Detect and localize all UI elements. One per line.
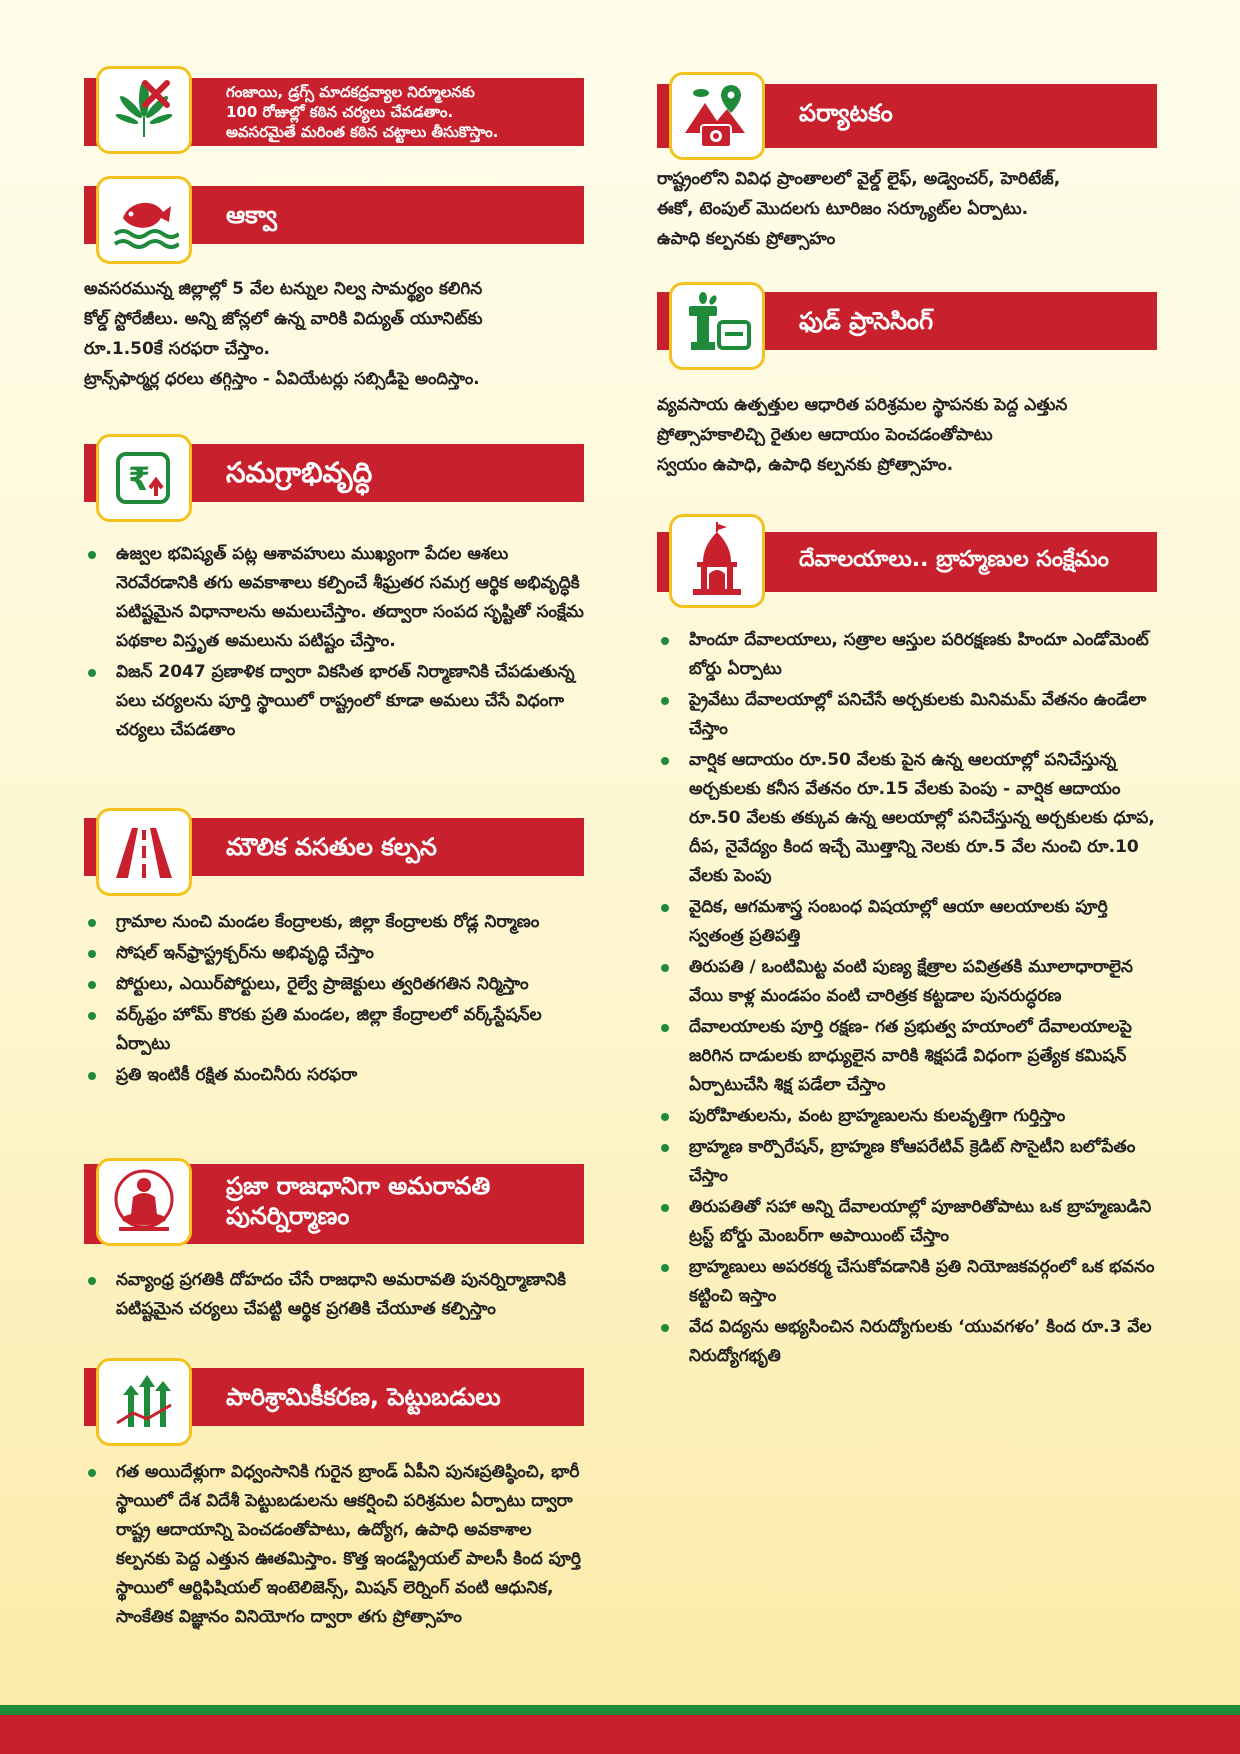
fish-icon: [96, 176, 192, 264]
growth-section: [84, 434, 584, 747]
list-item: ఉజ్వల భవిష్యత్ పట్ల ఆశావహులు ముఖ్యంగా పేదల ఆశలు నెరవేరడానికి తగు అవకాశాలు కల్పించే శీఘ్రతర సమగ్ర ఆర్థిక అభివృద్ధికి పటిష్టమైన విధానాలను అమలుచేస్తాం. తద్వారా సంపద సృష్టితో సంక్షేమ పథకాల విస్తృత అమలును పటిష్టం చేస్తాం.: [84, 540, 584, 656]
tourism-section: [657, 72, 1157, 254]
list-item: తిరుపతి / ఒంటిమిట్ట వంటి పుణ్య క్షేత్రాల పవిత్రతకి మూలాధారాలైన వేయి కాళ్ల మండపం వంటి చారిత్రక కట్టడాల పునరుద్ధరణ: [657, 953, 1157, 1011]
tourism-line: రాష్ట్రంలోని వివిధ ప్రాంతాలలో వైల్డ్ లైఫ్, అడ్వెంచర్, హెరిటేజ్,: [657, 169, 1061, 189]
growth-list: [84, 540, 584, 745]
road-icon: [96, 808, 192, 896]
drugs-line: అవసరమైతే మరింత కఠిన చట్టాలు తీసుకొస్తాం.: [226, 123, 499, 141]
industry-section: [84, 1358, 584, 1634]
tourism-line: ఉపాధి కల్పనకు ప్రోత్సాహం: [657, 229, 836, 249]
food-line: స్వయం ఉపాధి, ఉపాధి కల్పనకు ప్రోత్సాహం.: [657, 455, 954, 475]
list-item: పురోహితులను, వంట బ్రాహ్మణులను కులవృత్తిగా గుర్తిస్తాం: [657, 1102, 1157, 1131]
amaravati-banner: [84, 1158, 584, 1236]
list-item: వర్క్‌ఫ్రం హోమ్ కొరకు ప్రతి మండల, జిల్లా కేంద్రాలలో వర్క్‌స్టేషన్‌ల ఏర్పాటు: [84, 1001, 584, 1059]
footer-red-band: [0, 1715, 1240, 1754]
list-item: వార్షిక ఆదాయం రూ.50 వేలకు పైన ఉన్న ఆలయాల్లో పనిచేస్తున్న అర్చకులకు కనీస వేతనం రూ.15 వేలకు పెంపు - వార్షిక ఆదాయం రూ.50 వేలకు తక్కువ ఉన్న ఆలయాల్లో పనిచేస్తున్న అర్చకులకు ధూప, దీప, నైవేద్యం కింద ఇచ్చే మొత్తాన్ని నెలకు రూ.5 వేల నుంచి రూ.10 వేలకు పెంపు: [657, 746, 1157, 891]
food-processing-icon: [669, 282, 765, 370]
drugs-line: 100 రోజుల్లో కఠిన చర్యలు చేపడతాం.: [226, 103, 454, 121]
infra-title: మౌలిక వసతుల కల్పన: [226, 833, 437, 861]
list-item: విజన్ 2047 ప్రణాళిక ద్వారా వికసిత భారత్ నిర్మాణానికి చేపడుతున్న పలు చర్యలను పూర్తి స్థాయిలో రాష్ట్రంలో కూడా అమలు చేసే విధంగా చర్యలు చేపడతాం: [84, 658, 584, 745]
industry-list: [84, 1458, 584, 1632]
aqua-section: [84, 176, 584, 394]
list-item: ప్రైవేటు దేవాలయాల్లో పనిచేసే అర్చకులకు మినిమమ్ వేతనం ఉండేలా చేస్తాం: [657, 686, 1157, 744]
drugs-text: [226, 82, 498, 142]
amaravati-title-line: ప్రజా రాజధానిగా అమరావతి: [226, 1172, 491, 1200]
food-section: [657, 282, 1157, 480]
list-item: ప్రతి ఇంటికీ రక్షిత మంచినీరు సరఫరా: [84, 1061, 584, 1090]
amaravati-title-line: పునర్నిర్మాణం: [226, 1202, 350, 1230]
rupee-growth-icon: [96, 434, 192, 522]
footer-green-stripe: [0, 1705, 1240, 1715]
industry-banner: [84, 1358, 584, 1436]
temples-title: దేవాలయాలు.. బ్రాహ్మణుల సంక్షేమం: [799, 547, 1109, 572]
industry-title: పారిశ్రామికీకరణ, పెట్టుబడులు: [226, 1383, 501, 1411]
temple-icon: [669, 514, 765, 608]
amaravati-list: [84, 1266, 584, 1324]
list-item: గత అయిదేళ్లుగా విధ్వంసానికి గురైన బ్రాండ్ ఏపీని పునఃప్రతిష్ఠించి, భారీ స్థాయిలో దేశ విదేశీ పెట్టుబడులను ఆకర్షించి పరిశ్రమల ఏర్పాటు ద్వారా రాష్ట్ర ఆదాయాన్ని పెంచడంతోపాటు, ఉద్యోగ, ఉపాధి అవకాశాల కల్పనకు పెద్ద ఎత్తున ఊతమిస్తాం. కొత్త ఇండస్ట్రియల్ పాలసీ కింద పూర్తి స్థాయిలో ఆర్టిఫిషియల్ ఇంటెలిజెన్స్, మిషన్ లెర్నింగ్ వంటి ఆధునిక, సాంకేతిక విజ్ఞానం వినియోగం ద్వారా తగు ప్రోత్సాహం: [84, 1458, 584, 1632]
tourism-title: పర్యాటకం: [799, 99, 893, 127]
temples-list: [657, 626, 1157, 1371]
aqua-line: రూ.1.50కే సరఫరా చేస్తాం.: [84, 339, 270, 359]
list-item: వేద విద్యను అభ్యసించిన నిరుద్యోగులకు ‘యువగళం’ కింద రూ.3 వేల నిరుద్యోగభృతి: [657, 1313, 1157, 1371]
list-item: తిరుపతితో సహా అన్ని దేవాలయాల్లో పూజారితోపాటు ఒక బ్రాహ్మణుడిని ట్రస్ట్ బోర్డు మెంబర్‌గా అపాయింట్ చేస్తాం: [657, 1193, 1157, 1251]
list-item: పోర్టులు, ఎయిర్‌పోర్టులు, రైల్వే ప్రాజెక్టులు త్వరితగతిన నిర్మిస్తాం: [84, 970, 584, 999]
list-item: నవ్యాంధ్ర ప్రగతికి దోహదం చేసే రాజధాని అమరావతి పునర్నిర్మాణానికి పటిష్టమైన చర్యలు చేపట్టి ఆర్థిక ప్రగతికి చేయూత కల్పిస్తాం: [84, 1266, 584, 1324]
infra-banner: [84, 808, 584, 886]
food-banner: [657, 282, 1157, 360]
list-item: గ్రామాల నుంచి మండల కేంద్రాలకు, జిల్లా కేంద్రాలకు రోడ్ల నిర్మాణం: [84, 908, 584, 937]
tourism-banner: [657, 72, 1157, 154]
list-item: హిందూ దేవాలయాలు, సత్రాల ఆస్తుల పరిరక్షణకు హిందూ ఎండోమెంట్ బోర్డు ఏర్పాటు: [657, 626, 1157, 684]
buddha-icon: [96, 1158, 192, 1246]
drugs-banner: [84, 66, 584, 144]
infra-list: [84, 908, 584, 1090]
aqua-line: అవసరమున్న జిల్లాల్లో 5 వేల టన్నుల నిల్వ సామర్థ్యం కలిగిన: [84, 279, 483, 299]
food-line: ప్రోత్సాహకాలిచ్చి రైతుల ఆదాయం పెంచడంతోపాటు: [657, 425, 993, 445]
tourism-line: ఈకో, టెంపుల్ మొదలగు టూరిజం సర్క్యూట్‌ల ఏర్పాటు.: [657, 199, 1029, 219]
drugs-section: [84, 66, 584, 144]
tourism-body: [657, 164, 1157, 254]
growth-arrows-icon: [96, 1358, 192, 1446]
infra-section: [84, 808, 584, 1092]
growth-banner: [84, 434, 584, 512]
list-item: బ్రాహ్మణ కార్పొరేషన్, బ్రాహ్మణ కోఆపరేటివ్ క్రెడిట్ సొసైటీని బలోపేతం చేస్తాం: [657, 1133, 1157, 1191]
aqua-line: కోల్డ్ స్టోరేజీలు. అన్ని జోన్లలో ఉన్న వారికి విద్యుత్ యూనిట్‌కు: [84, 309, 483, 329]
aqua-line: ట్రాన్స్‌ఫార్మర్ల ధరలు తగ్గిస్తాం - ఏవియేటర్లు సబ్సిడీపై అందిస్తాం.: [84, 369, 480, 388]
aqua-body: [84, 274, 584, 394]
drugs-line: గంజాయి, డ్రగ్స్ మాదకద్రవ్యాల నిర్మూలనకు: [226, 83, 475, 101]
list-item: దేవాలయాలకు పూర్తి రక్షణ- గత ప్రభుత్వ హయాంలో దేవాలయాలపై జరిగిన దాడులకు బాధ్యులైన వారికి శిక్షపడే విధంగా ప్రత్యేక కమిషన్ ఏర్పాటుచేసి శిక్ష పడేలా చేస్తాం: [657, 1013, 1157, 1100]
food-body: [657, 390, 1157, 480]
no-drugs-icon: [96, 66, 192, 154]
food-title: ఫుడ్ ప్రాసెసింగ్: [799, 307, 934, 335]
amaravati-title: [226, 1171, 490, 1231]
list-item: బ్రాహ్మణులు అపరకర్మ చేసుకోవడానికి ప్రతి నియోజకవర్గంలో ఒక భవనం కట్టించి ఇస్తాం: [657, 1253, 1157, 1311]
aqua-title: ఆక్వా: [226, 201, 277, 229]
temples-section: [657, 518, 1157, 1373]
aqua-banner: [84, 176, 584, 254]
tourism-icon: [669, 72, 765, 160]
growth-title: సమగ్రాభివృద్ధి: [226, 456, 373, 489]
svg-text:₹: ₹: [128, 460, 151, 498]
food-line: వ్యవసాయ ఉత్పత్తుల ఆధారిత పరిశ్రమల స్థాపనకు పెద్ద ఎత్తున: [657, 395, 1068, 415]
list-item: వైదిక, ఆగమశాస్త్ర సంబంధ విషయాల్లో ఆయా ఆలయాలకు పూర్తి స్వతంత్ర ప్రతిపత్తి: [657, 893, 1157, 951]
temples-banner: [657, 518, 1157, 602]
amaravati-section: [84, 1158, 584, 1326]
list-item: సోషల్ ఇన్‌ఫ్రాస్ట్రక్చర్‌ను అభివృద్ధి చేస్తాం: [84, 939, 584, 968]
